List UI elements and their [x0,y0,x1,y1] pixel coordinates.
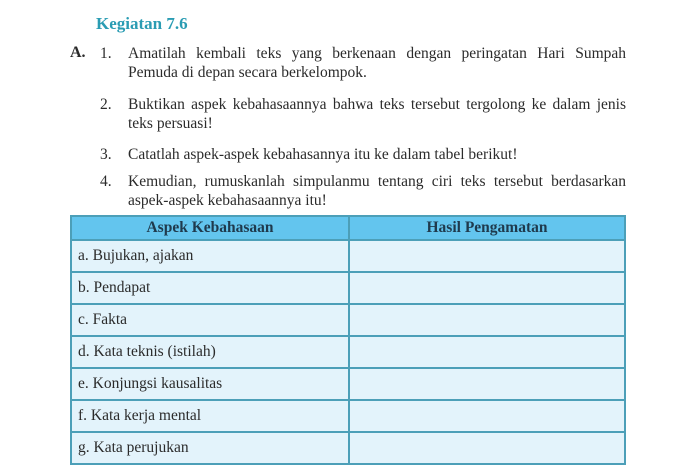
table-row [71,336,625,368]
instruction-number: 1. [100,45,112,62]
hasil-cell[interactable] [349,304,625,336]
table-row [71,240,625,272]
instruction-item [100,95,626,133]
table-row [71,432,625,464]
hasil-cell[interactable] [349,272,625,304]
aspek-cell: b. Pendapat [71,272,349,304]
hasil-cell[interactable] [349,400,625,432]
instruction-item [100,44,626,82]
table-row [71,272,625,304]
aspek-cell: c. Fakta [71,304,349,336]
aspek-cell: f. Kata kerja mental [71,400,349,432]
aspect-table [70,215,626,465]
hasil-cell[interactable] [349,240,625,272]
instruction-item [100,145,626,164]
aspek-cell: a. Bujukan, ajakan [71,240,349,272]
hasil-cell[interactable] [349,368,625,400]
header-aspek-kebahasaan: Aspek Kebahasaan [71,216,349,240]
instruction-text: Buktikan aspek kebahasaannya bahwa teks tersebut tergolong ke dalam jenis teks persuasi! [128,96,626,132]
instruction-number: 2. [100,96,112,113]
aspek-cell: g. Kata perujukan [71,432,349,464]
instruction-number: 4. [100,173,112,190]
hasil-cell[interactable] [349,432,625,464]
aspek-cell: e. Konjungsi kausalitas [71,368,349,400]
table-row [71,368,625,400]
aspek-cell: d. Kata teknis (istilah) [71,336,349,368]
instruction-number: 3. [100,146,112,163]
instruction-text: Catatlah aspek-aspek kebahasannya itu ke dalam tabel berikut! [128,146,518,163]
instruction-item [100,172,626,210]
section-label: A. [70,44,86,61]
activity-title: Kegiatan 7.6 [96,14,188,33]
instruction-text: Kemudian, rumuskanlah simpulanmu tentang ciri teks tersebut berdasarkan aspek-aspek kebahasaannya itu! [128,173,626,209]
table-row [71,400,625,432]
table-header-row [71,216,625,240]
hasil-cell[interactable] [349,336,625,368]
table-row [71,304,625,336]
header-hasil-pengamatan: Hasil Pengamatan [349,216,625,240]
instruction-text: Amatilah kembali teks yang berkenaan dengan peringatan Hari Sumpah Pemuda di depan secara berkelompok. [128,45,626,81]
